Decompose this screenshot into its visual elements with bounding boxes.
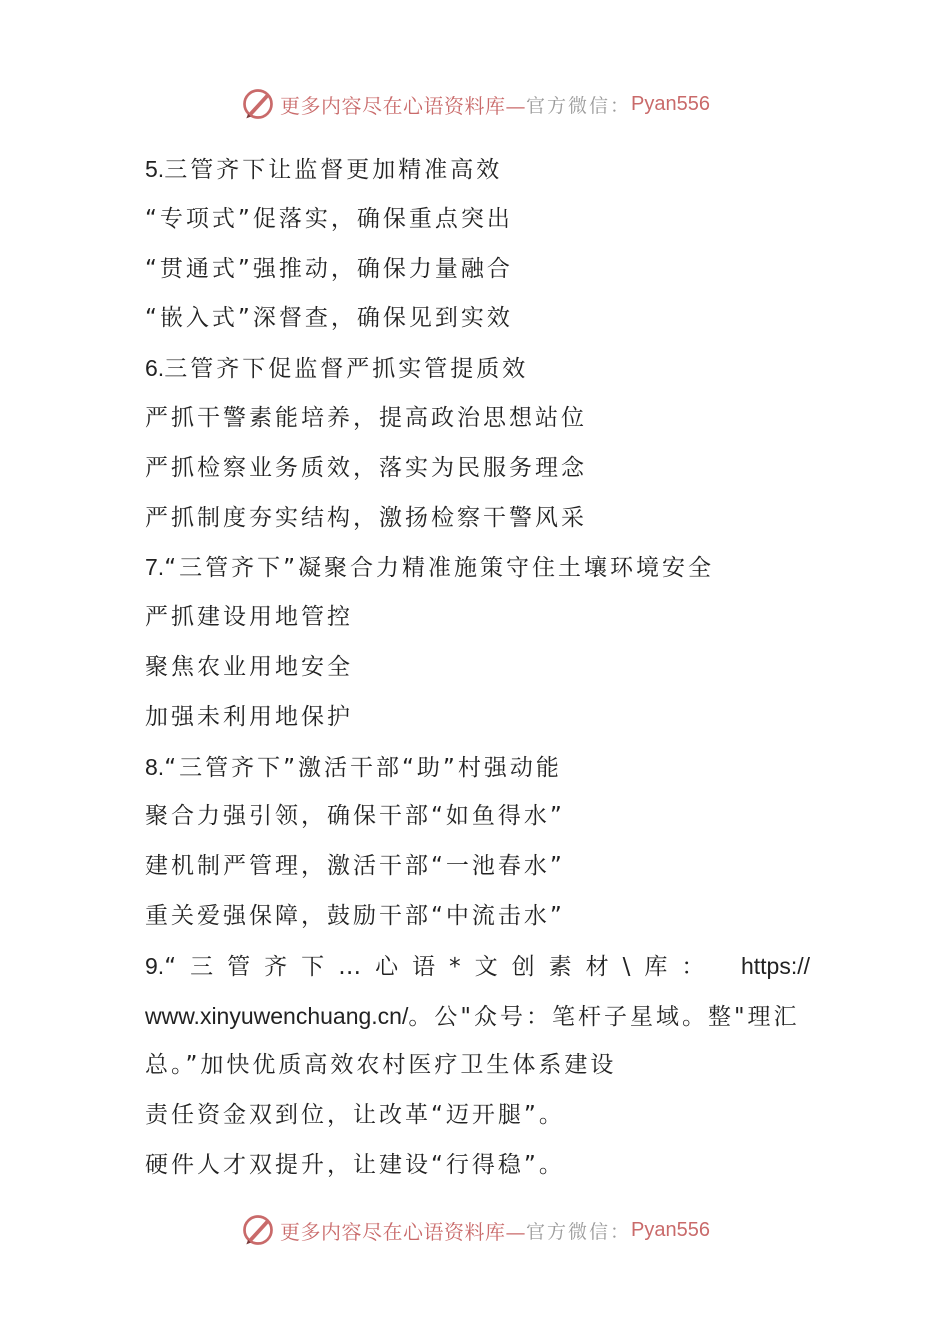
- list-item: 重关爱强保障，鼓励干部“中流击水”: [145, 902, 565, 929]
- list-item: 聚合力强引领，确保干部“如鱼得水”: [145, 803, 565, 830]
- heading-7: 7.“三管齐下”凝聚合力精准施策守住土壤环境安全: [145, 554, 715, 582]
- heading-9-line1: 9.“三管齐下…心语*文创素材\库： https://: [145, 942, 810, 992]
- url-part2: www.xinyuwenchuang.cn/: [145, 1002, 409, 1029]
- list-item: 硬件人才双提升，让建设“行得稳”。: [145, 1151, 565, 1178]
- heading-6: 6.三管齐下促监督严抓实管提质效: [145, 355, 529, 383]
- list-item: “贯通式”强推动，确保力量融合: [145, 255, 513, 282]
- list-item: 建机制严管理，激活干部“一池春水”: [145, 853, 565, 880]
- list-item: “嵌入式”深督查，确保见到实效: [145, 305, 513, 332]
- banner-wx-label: 官方微信：: [526, 94, 632, 117]
- banner-wx-id: Pyan556: [631, 1218, 710, 1241]
- list-item: 聚焦农业用地安全: [145, 653, 353, 680]
- list-item: 加强未利用地保护: [145, 703, 353, 730]
- pen-logo-icon: [240, 86, 276, 122]
- list-item: 责任资金双到位，让改革“迈开腿”。: [145, 1102, 565, 1129]
- list-item: 严抓建设用地管控: [145, 604, 353, 631]
- pen-logo-icon: [240, 1212, 276, 1248]
- document-body: [145, 145, 810, 1191]
- url-part1: https://: [740, 952, 810, 979]
- banner-wx-id: Pyan556: [631, 92, 710, 115]
- footer-banner: [0, 1208, 950, 1252]
- list-item: 严抓制度夯实结构，激扬检察干警风采: [145, 504, 587, 531]
- heading-9-line2: www.xinyuwenchuang.cn/。公"众号：笔杆子星域。整"理汇: [145, 1002, 800, 1030]
- heading-9-line3: 总。”加快优质高效农村医疗卫生体系建设: [145, 1052, 617, 1079]
- banner-wx-label: 官方微信：: [526, 1220, 632, 1243]
- list-item: “专项式”促落实，确保重点突出: [145, 205, 513, 232]
- heading-5: 5.三管齐下让监督更加精准高效: [145, 156, 503, 183]
- header-banner: [0, 82, 950, 126]
- list-item: 严抓干警素能培养，提高政治思想站位: [145, 404, 587, 431]
- banner-text: 更多内容尽在心语资料库—: [280, 1219, 526, 1244]
- heading-8: 8.“三管齐下”激活干部“助”村强动能: [145, 753, 562, 781]
- banner-text: 更多内容尽在心语资料库—: [280, 93, 526, 118]
- list-item: 严抓检察业务质效，落实为民服务理念: [145, 454, 587, 481]
